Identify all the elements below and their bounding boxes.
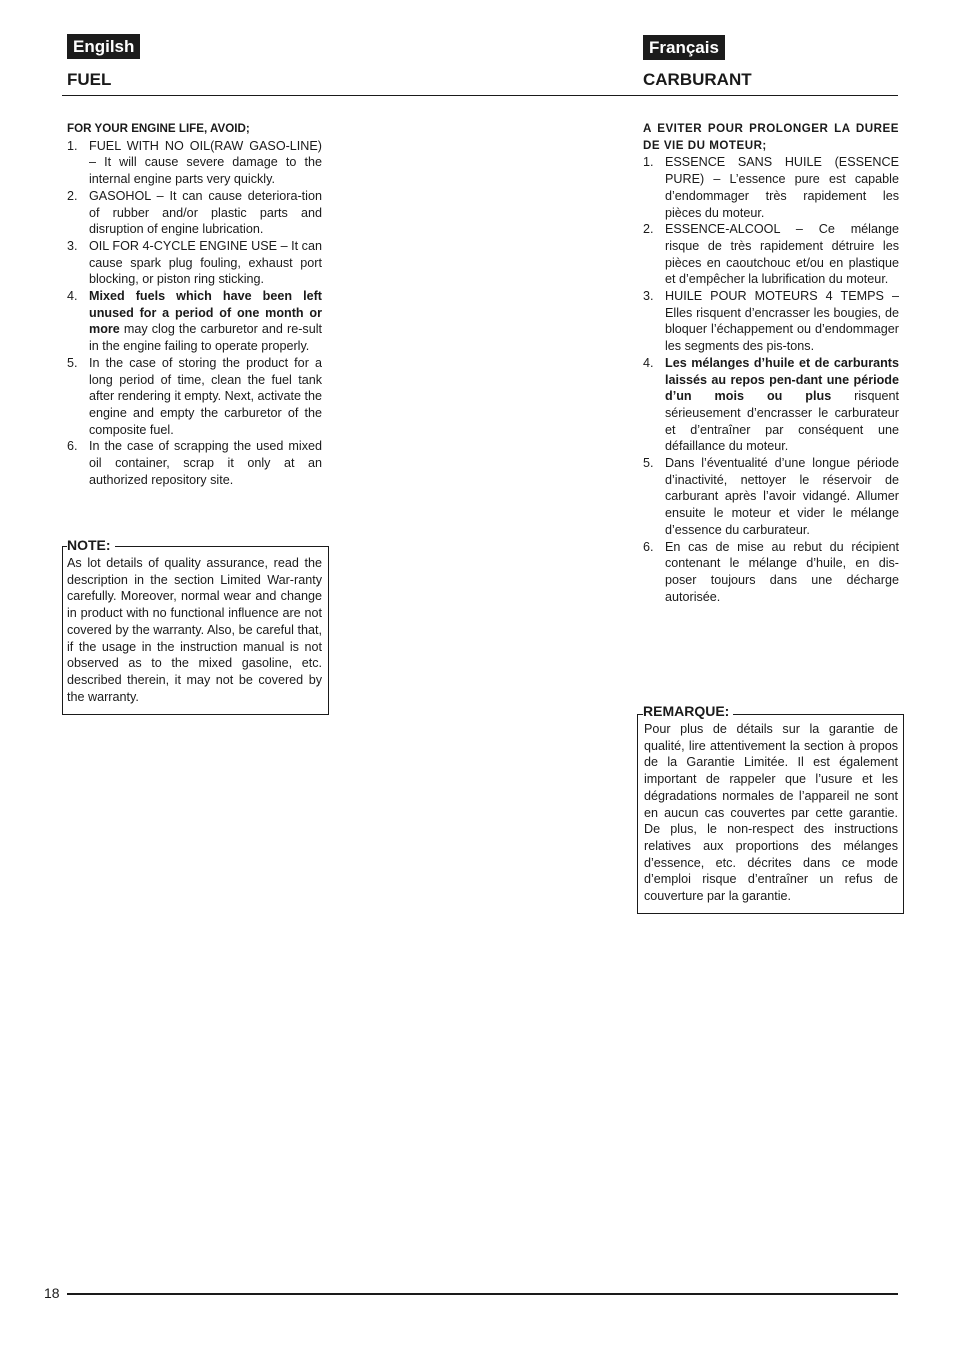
french-avoid-list bbox=[643, 154, 899, 605]
section-title-french: CARBURANT bbox=[643, 70, 752, 89]
list-item: 3. OIL FOR 4-CYCLE ENGINE USE – It can cause spark plug fouling, exhaust port blocking, or piston ring sticking. bbox=[67, 238, 322, 287]
list-item: 2. GASOHOL – It can cause deteriora-tion of rubber and/or plastic parts and disruption of engine lubrication. bbox=[67, 188, 322, 237]
english-avoid-list bbox=[67, 138, 322, 489]
header-divider bbox=[62, 95, 898, 96]
note-box-french bbox=[637, 714, 904, 914]
language-tab-english: Engilsh bbox=[67, 34, 140, 59]
list-item: 1. FUEL WITH NO OIL(RAW GASO-LINE) – It will cause severe damage to the internal engine parts very quickly. bbox=[67, 138, 322, 187]
english-column bbox=[67, 121, 322, 488]
list-item: 1. ESSENCE SANS HUILE (ESSENCE PURE) – L’essence pure est capable d’endommager très rapidement les pièces du moteur. bbox=[643, 155, 899, 220]
list-item: 4. Les mélanges d’huile et de carburants laissés au repos pen-dant une période d’un mois ou plus risquent sérieusement d’encrasser le carburateur et d’entraîner par conséquent une défaillance du moteur. bbox=[643, 355, 899, 454]
list-item: 5. Dans l’éventualité d’une longue période d’inactivité, nettoyer le réservoir de carburant après l’avoir vidangé. Allumer ensuite le moteur et vider le mélange d’essence du carburateur. bbox=[643, 456, 899, 537]
list-item: 4. Mixed fuels which have been left unused for a period of one month or more may clog the carburetor and re-sult in the engine failing to operate properly. bbox=[67, 289, 322, 354]
note-text-french: Pour plus de détails sur la garantie de qualité, lire attentivement la section à propos de la Garantie Limitée. Il est également important de rappeler que l’usure et les dégradations normales de l’appareil ne sont en aucun cas couvertes par cette garantie. De plus, le non-respect des instructions relatives aux proportions des mélanges d’essence, etc. décrites dans ce mode d’emploi risque d’entraîner un refus de couverture par la garantie. bbox=[644, 722, 898, 904]
french-intro: A EVITER POUR PROLONGER LA DUREE DE VIE DU MOTEUR; bbox=[643, 122, 899, 152]
list-item: 6. In the case of scrapping the used mixed oil container, scrap it only at an authorized repository site. bbox=[67, 439, 322, 487]
list-item: 5. In the case of storing the product for a long period of time, clean the fuel tank after rendering it empty. Next, activate the engine and empty the carburetor of the composite fuel. bbox=[67, 355, 322, 437]
section-title-english: FUEL bbox=[67, 70, 112, 89]
list-item: 6. En cas de mise au rebut du récipient contenant le mélange d’huile, en dis-poser toujours dans une décharge autorisée. bbox=[643, 539, 899, 604]
page-number: 18 bbox=[44, 1285, 60, 1301]
note-text-english: As lot details of quality assurance, read the description in the section Limited War-ranty carefully. Moreover, normal wear and change in product with no functional influence are not covered by the warranty. Also, be careful that, if the usage in the instruction manual is not observed as to the mixed gasoline, etc. described therein, it may not be covered by the warranty. bbox=[67, 556, 322, 704]
note-label-english: NOTE: bbox=[67, 537, 115, 553]
french-column bbox=[643, 121, 899, 605]
note-label-french: REMARQUE: bbox=[643, 703, 733, 719]
list-item: 2. ESSENCE-ALCOOL – Ce mélange risque de très rapidement détruire les pièces en caoutchouc et/ou en plastique et d’empêcher la lubrification du moteur. bbox=[643, 222, 899, 287]
footer-divider bbox=[67, 1293, 898, 1295]
english-intro: FOR YOUR ENGINE LIFE, AVOID; bbox=[67, 122, 250, 135]
note-box-english bbox=[62, 546, 329, 715]
list-item: 3. HUILE POUR MOTEURS 4 TEMPS – Elles risquent d’encrasser les bougies, de bloquer l’échappement ou d’endommager les segments des pis-tons. bbox=[643, 289, 899, 354]
language-tab-french: Français bbox=[643, 35, 725, 60]
